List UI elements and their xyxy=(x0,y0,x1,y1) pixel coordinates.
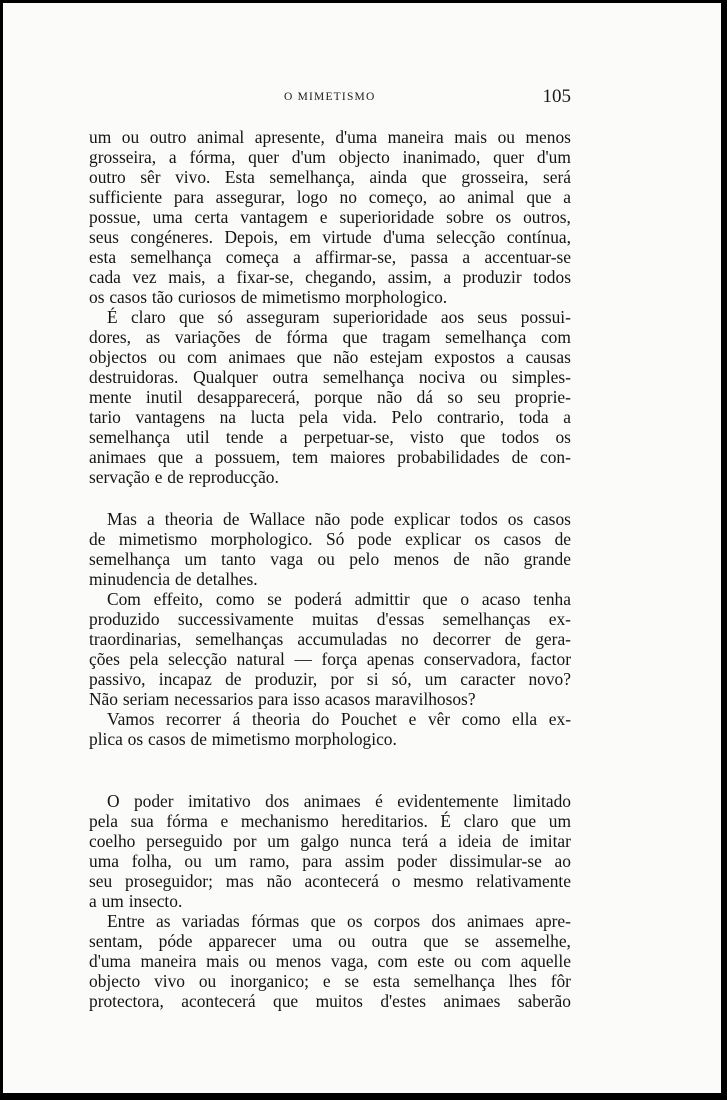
text-line: produzido successivamente muitas d'essas semelhanças ex- xyxy=(89,609,571,629)
text-line: O poder imitativo dos animaes é evidentemente limitado xyxy=(107,791,571,811)
text-line: servação e de reproducção. xyxy=(89,467,279,487)
text-line: seus congéneres. Depois, em virtude d'uma selecção contínua, xyxy=(89,227,571,247)
text-line: Entre as variadas fórmas que os corpos dos animaes apre- xyxy=(107,911,571,931)
text-line: ções pela selecção natural — força apenas conservadora, factor xyxy=(89,649,571,669)
text-line: passivo, incapaz de produzir, por si só, um caracter novo? xyxy=(89,669,571,689)
text-line: pela sua fórma e mechanismo hereditarios. É claro que um xyxy=(89,811,571,831)
page-number: 105 xyxy=(542,86,571,107)
text-line: protectora, acontecerá que muitos d'estes animaes saberão xyxy=(89,991,571,1011)
text-line: coelho perseguido por um galgo nunca terá a ideia de imitar xyxy=(89,831,571,851)
text-line: possue, uma certa vantagem e superioridade sobre os outros, xyxy=(89,207,571,227)
text-line: animaes que a possuem, tem maiores probabilidades de con- xyxy=(89,447,571,467)
text-line: cada vez mais, a fixar-se, chegando, assim, a produzir todos xyxy=(89,267,571,287)
text-line: Não seriam necessarios para isso acasos maravilhosos? xyxy=(89,689,476,709)
text-line: um ou outro animal apresente, d'uma maneira mais ou menos xyxy=(89,127,571,147)
text-line: esta semelhança começa a affirmar-se, passa a accentuar-se xyxy=(89,247,571,267)
book-page xyxy=(3,3,721,1093)
text-line: É claro que só asseguram superioridade aos seus possui- xyxy=(107,307,571,327)
text-line: seu proseguidor; mas não acontecerá o mesmo relativamente xyxy=(89,871,571,891)
text-line: mente inutil desapparecerá, porque não dá so seu proprie- xyxy=(89,387,571,407)
paragraph-gap xyxy=(89,487,571,509)
paragraph-gap xyxy=(89,749,571,791)
text-line: destruidoras. Qualquer outra semelhança nociva ou simples- xyxy=(89,367,571,387)
text-line: tario vantagens na lucta pela vida. Pelo contrario, toda a xyxy=(89,407,571,427)
text-line: minudencia de detalhes. xyxy=(89,569,258,589)
text-line: os casos tão curiosos de mimetismo morphologico. xyxy=(89,287,448,307)
text-line: uma folha, ou um ramo, para assim poder dissimular-se ao xyxy=(89,851,571,871)
text-line: sufficiente para assegurar, logo no começo, ao animal que a xyxy=(89,187,571,207)
text-line: d'uma maneira mais ou menos vaga, com este ou com aquelle xyxy=(89,951,571,971)
text-line: grosseira, a fórma, quer d'um objecto inanimado, quer d'um xyxy=(89,147,571,167)
text-line: objectos ou com animaes que não estejam expostos a causas xyxy=(89,347,571,367)
text-line: Vamos recorrer á theoria do Pouchet e vêr como ella ex- xyxy=(107,709,571,729)
text-line: Com effeito, como se poderá admittir que o acaso tenha xyxy=(107,589,571,609)
running-title: O MIMETISMO xyxy=(284,91,376,103)
text-line: semelhança um tanto vaga ou pelo menos de não grande xyxy=(89,549,571,569)
text-line: semelhança util tende a perpetuar-se, visto que todos os xyxy=(89,427,571,447)
text-line: traordinarias, semelhanças accumuladas no decorrer de gera- xyxy=(89,629,571,649)
body-text xyxy=(89,127,571,1011)
text-line: sentam, póde apparecer uma ou outra que se assemelhe, xyxy=(89,931,571,951)
page-header xyxy=(3,86,721,113)
text-line: objecto vivo ou inorganico; e se esta semelhança lhes fôr xyxy=(89,971,571,991)
text-line: Mas a theoria de Wallace não pode explicar todos os casos xyxy=(107,509,571,529)
text-line: plica os casos de mimetismo morphologico. xyxy=(89,729,397,749)
text-line: dores, as variações de fórma que tragam semelhança com xyxy=(89,327,571,347)
text-line: a um insecto. xyxy=(89,891,183,911)
text-line: de mimetismo morphologico. Só pode explicar os casos de xyxy=(89,529,571,549)
text-line: outro sêr vivo. Esta semelhança, ainda que grosseira, será xyxy=(89,167,571,187)
